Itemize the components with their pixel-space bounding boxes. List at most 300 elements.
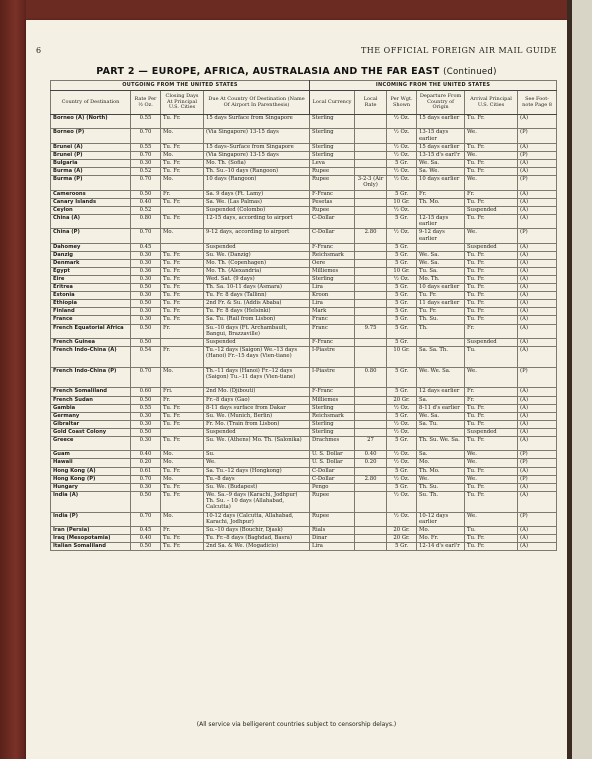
table-cell: Mo.: [161, 475, 204, 483]
table-cell: Drachmes: [310, 436, 355, 450]
table-cell: 13-15 d's earl'r: [417, 151, 465, 159]
table-cell: 10 days earlier: [417, 284, 465, 292]
table-cell: [355, 284, 387, 292]
table-cell: 9-12 days earlier: [417, 229, 465, 243]
table-cell: [355, 388, 387, 396]
table-cell: Tu. Fr.: [161, 467, 204, 475]
table-cell: Tu. Fr.: [161, 436, 204, 450]
table-cell: [355, 143, 387, 151]
table-cell: (P): [518, 512, 557, 526]
table-cell: Th.: [417, 324, 465, 338]
table-cell: Fr.: [465, 324, 518, 338]
table-cell: [355, 168, 387, 176]
table-cell: I-Piastre: [310, 347, 355, 368]
table-cell: (P): [518, 176, 557, 190]
table-cell: 8-11 d's earlier: [417, 404, 465, 412]
table-cell: 0.30: [131, 316, 161, 324]
table-cell: 5 Gr.: [387, 367, 417, 388]
table-cell: ½ Oz.: [387, 115, 417, 129]
adjacent-page-edge: [567, 0, 592, 759]
table-cell: Tu. Fr.: [465, 491, 518, 512]
table-cell: 5 Gr.: [387, 316, 417, 324]
table-cell: 5 Gr.: [387, 412, 417, 420]
table-cell: Tu. Fr.: [465, 292, 518, 300]
table-cell: 5 Gr.: [387, 259, 417, 267]
table-cell: 0.80: [131, 214, 161, 228]
table-cell: 0.54: [131, 347, 161, 368]
table-cell: (P): [518, 451, 557, 459]
table-cell: Mo. Th. (Copenhagen): [204, 259, 310, 267]
table-cell: 5 Gr.: [387, 159, 417, 167]
table-cell: 0.70: [131, 475, 161, 483]
table-cell: [161, 206, 204, 214]
table-cell: 0.20: [131, 459, 161, 467]
table-cell: 10 days (Rangoon): [204, 176, 310, 190]
column-header: Country of Destination: [51, 91, 131, 115]
table-cell: 0.80: [355, 367, 387, 388]
table-cell: 5 Gr.: [387, 284, 417, 292]
table-cell: Milliemes: [310, 396, 355, 404]
table-cell: (A): [518, 396, 557, 404]
table-cell: (A): [518, 143, 557, 151]
table-cell: (A): [518, 404, 557, 412]
table-cell: Pesetas: [310, 198, 355, 206]
table-cell: We.: [465, 129, 518, 143]
table-cell: [417, 206, 465, 214]
table-row: [51, 420, 557, 428]
table-cell: ½ Oz.: [387, 229, 417, 243]
table-cell: 10 Gr.: [387, 267, 417, 275]
table-cell: Tu. Fr.: [465, 420, 518, 428]
table-cell: We.: [465, 176, 518, 190]
table-cell: Mo. Fr.: [417, 535, 465, 543]
table-cell: Hong Kong (P): [51, 475, 131, 483]
table-cell: Greece: [51, 436, 131, 450]
column-header: Local Rate: [355, 91, 387, 115]
table-cell: Rupee: [310, 206, 355, 214]
table-cell: Eritrea: [51, 284, 131, 292]
table-cell: ½ Oz.: [387, 206, 417, 214]
table-cell: (A): [518, 308, 557, 316]
table-cell: Tu.–12 days (Saigon) We.–13 days (Hanoi) Fr.–15 days (Vien-tiane): [204, 347, 310, 368]
table-cell: [355, 267, 387, 275]
column-header: See Foot-note Page 8: [518, 91, 557, 115]
table-cell: [355, 251, 387, 259]
table-cell: Leva: [310, 159, 355, 167]
table-cell: Brunei (A): [51, 143, 131, 151]
table-cell: Sa. Tu.: [417, 420, 465, 428]
table-cell: (A): [518, 535, 557, 543]
table-row: [51, 347, 557, 368]
table-cell: [355, 198, 387, 206]
table-cell: ½ Oz.: [387, 129, 417, 143]
table-cell: ½ Oz.: [387, 168, 417, 176]
table-cell: Su. We. (Munich, Berlin): [204, 412, 310, 420]
table-cell: (A): [518, 347, 557, 368]
table-row: [51, 491, 557, 512]
column-header: Departure From Country of Origin: [417, 91, 465, 115]
table-cell: Th. Su.–10 days (Rangoon): [204, 168, 310, 176]
table-row: [51, 251, 557, 259]
table-cell: 10-12 days (Calcutta, Allahabad, Karachi, Jodhpur): [204, 512, 310, 526]
table-cell: (A): [518, 284, 557, 292]
table-cell: Th. Sa. 10-11 days (Asmara): [204, 284, 310, 292]
table-cell: 0.30: [131, 251, 161, 259]
table-cell: (A): [518, 115, 557, 129]
table-row: [51, 143, 557, 151]
table-cell: (Via Singapore) 13-15 days: [204, 129, 310, 143]
table-cell: (A): [518, 428, 557, 436]
table-row: [51, 436, 557, 450]
footer-note: (All service via belligerent countries subject to censorship delays.): [196, 721, 397, 728]
table-cell: [355, 115, 387, 129]
table-cell: (A): [518, 543, 557, 551]
table-row: [51, 404, 557, 412]
table-cell: Sterling: [310, 129, 355, 143]
table-row: [51, 159, 557, 167]
table-cell: [355, 512, 387, 526]
table-cell: Th. Su.: [417, 316, 465, 324]
table-cell: (A): [518, 214, 557, 228]
table-cell: Hungary: [51, 483, 131, 491]
table-row: [51, 229, 557, 243]
column-header: Local Currency: [310, 91, 355, 115]
table-cell: (A): [518, 324, 557, 338]
table-cell: Tu. Fr.: [161, 115, 204, 129]
table-row: [51, 275, 557, 283]
guide-title: THE OFFICIAL FOREIGN AIR MAIL GUIDE: [360, 46, 557, 55]
table-cell: [355, 292, 387, 300]
table-cell: ½ Oz.: [387, 275, 417, 283]
table-cell: Tu. Fr.: [465, 143, 518, 151]
table-cell: 0.40: [355, 451, 387, 459]
table-cell: Fr.: [465, 190, 518, 198]
table-cell: 15 days earlier: [417, 143, 465, 151]
table-cell: China (P): [51, 229, 131, 243]
table-cell: (A): [518, 300, 557, 308]
table-cell: Guam: [51, 451, 131, 459]
table-cell: Sa. Sa. Th.: [417, 347, 465, 368]
table-cell: Sa. Tu.–12 days (Hongkong): [204, 467, 310, 475]
section-title-text: PART 2 — EUROPE, AFRICA, AUSTRALASIA AND THE FAR EAST: [96, 66, 440, 77]
table-cell: Tu. Fr.: [161, 483, 204, 491]
table-cell: ½ Oz.: [387, 420, 417, 428]
table-cell: (A): [518, 206, 557, 214]
table-row: [51, 543, 557, 551]
table-cell: 0.30: [131, 436, 161, 450]
table-cell: 0.40: [131, 535, 161, 543]
table-cell: 0.50: [131, 338, 161, 346]
table-cell: [355, 526, 387, 534]
table-cell: French Sudan: [51, 396, 131, 404]
table-cell: Fr.: [161, 526, 204, 534]
table-cell: Dahomey: [51, 243, 131, 251]
table-cell: Tu. Fr.: [465, 316, 518, 324]
table-cell: (A): [518, 259, 557, 267]
table-cell: Reichsmark: [310, 251, 355, 259]
table-cell: Fr.–8 days (Gao): [204, 396, 310, 404]
table-cell: [355, 347, 387, 368]
table-cell: Tu. Fr. 8 days (Tallinn): [204, 292, 310, 300]
table-cell: Mo.: [161, 229, 204, 243]
table-cell: Gibraltar: [51, 420, 131, 428]
section-title-suffix: (Continued): [443, 67, 497, 77]
table-cell: We.: [465, 451, 518, 459]
table-cell: 20 Gr.: [387, 526, 417, 534]
table-cell: Tu. Fr.: [161, 168, 204, 176]
table-cell: Sterling: [310, 151, 355, 159]
table-cell: Tu. Fr.: [465, 115, 518, 129]
table-cell: [161, 243, 204, 251]
table-cell: (A): [518, 436, 557, 450]
table-cell: Su. Th.: [417, 491, 465, 512]
table-cell: 10 Gr.: [387, 198, 417, 206]
table-cell: Milliemes: [310, 267, 355, 275]
table-cell: F-Franc: [310, 243, 355, 251]
table-cell: 0.70: [131, 129, 161, 143]
table-cell: 5 Gr.: [387, 251, 417, 259]
table-cell: (A): [518, 168, 557, 176]
table-cell: C-Dollar: [310, 467, 355, 475]
table-cell: 0.50: [131, 300, 161, 308]
table-cell: 5 Gr.: [387, 243, 417, 251]
table-cell: [355, 151, 387, 159]
table-row: [51, 198, 557, 206]
table-cell: 0.45: [131, 243, 161, 251]
table-row: [51, 367, 557, 388]
table-cell: [417, 243, 465, 251]
table-cell: 0.30: [131, 292, 161, 300]
table-cell: 0.55: [131, 143, 161, 151]
table-cell: 15 days Surface from Singapore: [204, 115, 310, 129]
column-header: Closing Days At Principal U.S. Cities: [161, 91, 204, 115]
table-cell: [355, 129, 387, 143]
table-cell: 0.60: [131, 388, 161, 396]
table-cell: [417, 338, 465, 346]
table-cell: Tu. Fr.: [161, 267, 204, 275]
table-cell: Sterling: [310, 420, 355, 428]
page-number: 6: [36, 46, 42, 55]
table-cell: Borneo (A) (North): [51, 115, 131, 129]
table-cell: 0.55: [131, 404, 161, 412]
table-cell: Mo.: [161, 367, 204, 388]
table-cell: Fri.: [161, 388, 204, 396]
table-cell: 11 days earlier: [417, 300, 465, 308]
table-cell: (A): [518, 292, 557, 300]
table-cell: 10-12 days earlier: [417, 512, 465, 526]
table-cell: We.: [204, 459, 310, 467]
table-cell: We.: [465, 512, 518, 526]
table-cell: 0.50: [131, 396, 161, 404]
table-cell: Lira: [310, 543, 355, 551]
table-cell: 0.30: [131, 275, 161, 283]
table-cell: French Somaliland: [51, 388, 131, 396]
table-cell: 15 days earlier: [417, 115, 465, 129]
air-mail-table: [50, 80, 557, 551]
table-cell: Su. We. (Danzig): [204, 251, 310, 259]
table-cell: We.: [465, 459, 518, 467]
table-cell: Mo.: [161, 459, 204, 467]
table-cell: Bulgaria: [51, 159, 131, 167]
table-cell: 0.70: [131, 229, 161, 243]
table-cell: French Guinea: [51, 338, 131, 346]
table-row: [51, 259, 557, 267]
table-cell: (P): [518, 367, 557, 388]
table-cell: 5 Gr.: [387, 543, 417, 551]
table-cell: Fr.: [465, 396, 518, 404]
table-cell: Suspended (Colombo): [204, 206, 310, 214]
table-cell: Rupee: [310, 176, 355, 190]
table-cell: Tu. Fr.: [161, 535, 204, 543]
table-cell: ½ Oz.: [387, 176, 417, 190]
table-cell: Tu. Fr.: [161, 292, 204, 300]
table-cell: Gambia: [51, 404, 131, 412]
table-cell: We. Sa.: [417, 159, 465, 167]
table-cell: Mo.: [417, 526, 465, 534]
table-cell: 5 Gr.: [387, 214, 417, 228]
table-cell: Rupee: [310, 491, 355, 512]
table-cell: ½ Oz.: [387, 404, 417, 412]
table-cell: Franc: [310, 316, 355, 324]
table-cell: 10 Gr.: [387, 347, 417, 368]
table-cell: Tu. Fr.: [465, 275, 518, 283]
table-cell: 0.70: [131, 367, 161, 388]
table-row: [51, 206, 557, 214]
table-cell: 20 Gr.: [387, 396, 417, 404]
table-cell: Burma (P): [51, 176, 131, 190]
table-cell: Suspended: [204, 243, 310, 251]
table-cell: 9-12 days, according to airport: [204, 229, 310, 243]
table-cell: We. Sa.: [417, 412, 465, 420]
table-cell: Tu. Fr.: [161, 316, 204, 324]
table-cell: Sa.: [417, 396, 465, 404]
table-cell: Tu. Fr.: [465, 198, 518, 206]
table-cell: 2nd Mo. (Djibouti): [204, 388, 310, 396]
table-cell: Sterling: [310, 115, 355, 129]
table-cell: Eire: [51, 275, 131, 283]
table-cell: (A): [518, 316, 557, 324]
table-cell: Tu. Fr.–8 days (Baghdad, Basra): [204, 535, 310, 543]
table-cell: (P): [518, 151, 557, 159]
column-header: Arrival Principal U.S. Cities: [465, 91, 518, 115]
table-cell: [355, 404, 387, 412]
table-cell: Tu. Fr.: [417, 308, 465, 316]
table-cell: 0.30: [131, 159, 161, 167]
table-cell: [355, 300, 387, 308]
table-cell: 0.30: [131, 308, 161, 316]
table-cell: U. S. Dollar: [310, 459, 355, 467]
table-cell: We.: [465, 151, 518, 159]
table-cell: (P): [518, 459, 557, 467]
table-cell: Tu. Fr.: [465, 404, 518, 412]
table-cell: ½ Oz.: [387, 512, 417, 526]
table-cell: 0.50: [131, 324, 161, 338]
table-cell: China (A): [51, 214, 131, 228]
table-cell: [355, 243, 387, 251]
table-cell: 0.30: [131, 259, 161, 267]
table-cell: 5 Gr.: [387, 292, 417, 300]
table-row: [51, 129, 557, 143]
table-cell: Fr.: [465, 388, 518, 396]
table-cell: (A): [518, 251, 557, 259]
table-cell: Th. Mo.: [417, 467, 465, 475]
table-cell: We. Sa.: [417, 251, 465, 259]
table-cell: Tu. Fr.: [161, 159, 204, 167]
table-cell: We.: [465, 367, 518, 388]
table-cell: Tu. Fr.: [161, 491, 204, 512]
table-cell: C-Dollar: [310, 214, 355, 228]
table-cell: ½ Oz.: [387, 451, 417, 459]
table-cell: Tu. Fr.: [161, 404, 204, 412]
table-cell: Borneo (P): [51, 129, 131, 143]
table-cell: 15 days–Surface from Singapore: [204, 143, 310, 151]
table-cell: We. Sa.: [417, 259, 465, 267]
table-cell: Mo.: [161, 176, 204, 190]
table-cell: (A): [518, 275, 557, 283]
table-cell: 2nd Sa. & We. (Mogadicio): [204, 543, 310, 551]
column-header: Per Wgt. Shown: [387, 91, 417, 115]
table-cell: 0.50: [131, 428, 161, 436]
table-row: [51, 428, 557, 436]
table-cell: Th.–11 days (Hanoi) Fr.–12 days (Saigon) Tu.–11 days (Vien-tiane): [204, 367, 310, 388]
table-row: [51, 308, 557, 316]
table-cell: 0.30: [131, 420, 161, 428]
table-cell: U. S. Dollar: [310, 451, 355, 459]
table-cell: Iraq (Mesopotamia): [51, 535, 131, 543]
table-cell: Suspended: [465, 206, 518, 214]
table-cell: 5 Gr.: [387, 308, 417, 316]
column-header-row: [51, 91, 557, 115]
table-cell: Su.: [204, 451, 310, 459]
table-cell: 0.50: [131, 190, 161, 198]
table-row: [51, 243, 557, 251]
table-row: [51, 396, 557, 404]
table-cell: Rials: [310, 526, 355, 534]
table-cell: 0.70: [131, 176, 161, 190]
table-cell: Fr. Mo. (Train from Lisbon): [204, 420, 310, 428]
table-cell: Tu.: [465, 526, 518, 534]
table-cell: Danzig: [51, 251, 131, 259]
table-cell: 5 Gr.: [387, 300, 417, 308]
table-cell: France: [51, 316, 131, 324]
table-cell: Dinar: [310, 535, 355, 543]
table-cell: Su.–10 days (Bouchir, Djask): [204, 526, 310, 534]
table-cell: (P): [518, 475, 557, 483]
table-cell: Suspended: [465, 243, 518, 251]
table-cell: 12-15 days earlier: [417, 214, 465, 228]
table-cell: ½ Oz.: [387, 151, 417, 159]
table-cell: Mo. Th. (Sofia): [204, 159, 310, 167]
page-header: [36, 46, 557, 58]
table-cell: [355, 535, 387, 543]
table-row: [51, 284, 557, 292]
table-cell: Tu. Fr.: [161, 412, 204, 420]
table-cell: [355, 275, 387, 283]
table-cell: Tu. Fr.: [465, 483, 518, 491]
table-cell: Tu. Fr.: [465, 267, 518, 275]
table-cell: Ceylon: [51, 206, 131, 214]
table-cell: Rupee: [310, 512, 355, 526]
table-cell: Tu. Fr.: [465, 214, 518, 228]
table-cell: [355, 259, 387, 267]
table-cell: C-Dollar: [310, 229, 355, 243]
table-cell: Suspended: [204, 338, 310, 346]
table-cell: Tu. Fr.: [465, 535, 518, 543]
table-cell: C-Dollar: [310, 475, 355, 483]
incoming-group-header: INCOMING FROM THE UNITED STATES: [310, 81, 557, 91]
table-cell: Tu.: [465, 347, 518, 368]
table-cell: Fr.: [161, 396, 204, 404]
